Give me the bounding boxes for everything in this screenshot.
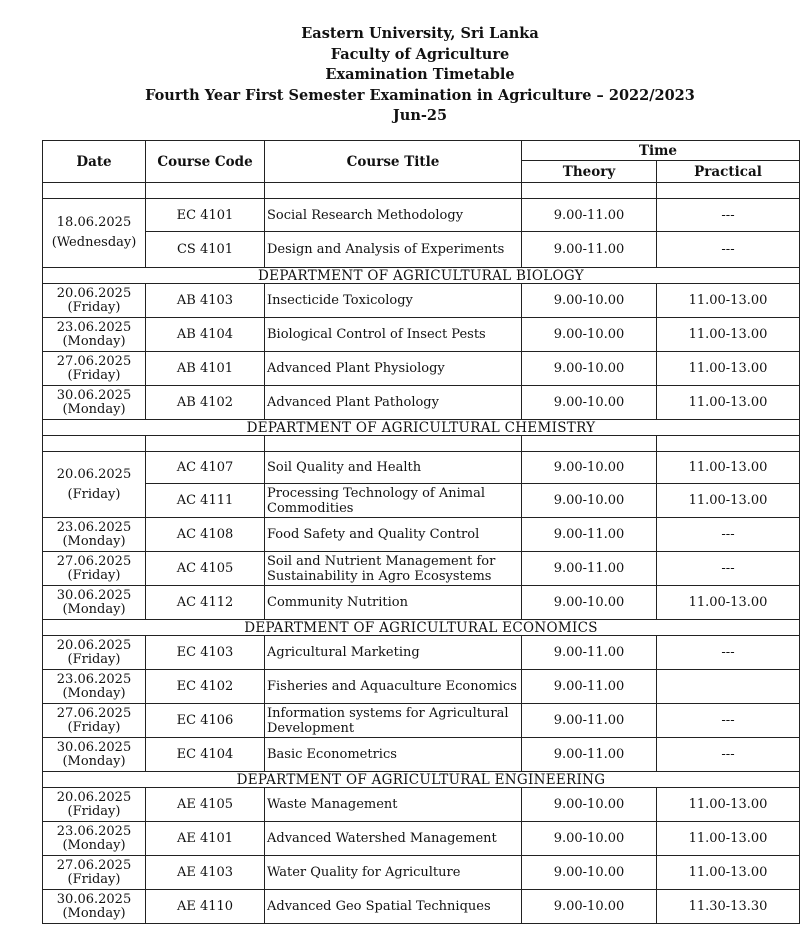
course-code: AB 4102 xyxy=(146,386,265,420)
course-title: Processing Technology of Animal Commodities xyxy=(265,484,522,518)
practical-time: 11.00-13.00 xyxy=(657,318,800,352)
exam-date: 20.06.2025 xyxy=(56,466,132,482)
table-row xyxy=(43,636,800,670)
department-heading: DEPARTMENT OF AGRICULTURAL BIOLOGY xyxy=(43,268,800,284)
course-code: AC 4105 xyxy=(146,552,265,586)
table-row xyxy=(43,586,800,620)
table-row xyxy=(43,518,800,552)
table-row xyxy=(43,552,800,586)
exam-day: (Monday) xyxy=(62,753,126,769)
exam-day: (Monday) xyxy=(62,401,126,417)
university-name: Eastern University, Sri Lanka xyxy=(301,25,539,42)
theory-time: 9.00-10.00 xyxy=(522,890,657,924)
date-cell xyxy=(43,738,146,772)
theory-time: 9.00-11.00 xyxy=(522,199,657,232)
theory-time: 9.00-10.00 xyxy=(522,822,657,856)
theory-time: 9.00-11.00 xyxy=(522,636,657,670)
document-header xyxy=(0,24,800,127)
course-title: Biological Control of Insect Pests xyxy=(265,318,522,352)
exam-day: (Monday) xyxy=(62,837,126,853)
theory-time: 9.00-10.00 xyxy=(522,856,657,890)
date-cell xyxy=(43,318,146,352)
exam-day: (Friday) xyxy=(67,486,121,502)
table-row xyxy=(43,386,800,420)
theory-time: 9.00-10.00 xyxy=(522,452,657,484)
course-title: Advanced Geo Spatial Techniques xyxy=(265,890,522,924)
exam-title: Fourth Year First Semester Examination in Agriculture – 2022/2023 xyxy=(145,86,695,104)
date-cell xyxy=(43,452,146,518)
course-code: EC 4104 xyxy=(146,738,265,772)
exam-day: (Friday) xyxy=(67,367,121,383)
theory-time: 9.00-10.00 xyxy=(522,352,657,386)
exam-date: 23.06.2025 xyxy=(56,319,132,335)
course-title: Soil Quality and Health xyxy=(265,452,522,484)
course-title: Water Quality for Agriculture xyxy=(265,856,522,890)
theory-time: 9.00-11.00 xyxy=(522,670,657,704)
course-code: EC 4106 xyxy=(146,704,265,738)
practical-time: --- xyxy=(657,704,800,738)
course-code: CS 4101 xyxy=(146,232,265,268)
theory-time: 9.00-11.00 xyxy=(522,738,657,772)
date-cell xyxy=(43,636,146,670)
date-cell xyxy=(43,352,146,386)
course-code: AC 4112 xyxy=(146,586,265,620)
course-code: EC 4103 xyxy=(146,636,265,670)
exam-month: Jun-25 xyxy=(392,107,448,124)
table-row xyxy=(43,856,800,890)
practical-time: 11.00-13.00 xyxy=(657,386,800,420)
course-code: AC 4111 xyxy=(146,484,265,518)
exam-day: (Monday) xyxy=(62,533,126,549)
department-row xyxy=(43,268,800,284)
course-code: AE 4105 xyxy=(146,788,265,822)
practical-time: --- xyxy=(657,232,800,268)
date-cell xyxy=(43,284,146,318)
exam-date: 27.06.2025 xyxy=(56,353,132,369)
course-title-header: Course Title xyxy=(265,141,522,183)
practical-time: 11.00-13.00 xyxy=(657,586,800,620)
course-title: Design and Analysis of Experiments xyxy=(265,232,522,268)
exam-day: (Friday) xyxy=(67,871,121,887)
department-heading: DEPARTMENT OF AGRICULTURAL ENGINEERING xyxy=(43,772,800,788)
exam-date: 30.06.2025 xyxy=(56,739,132,755)
practical-time: 11.00-13.00 xyxy=(657,822,800,856)
practical-time: --- xyxy=(657,636,800,670)
practical-time: 11.30-13.30 xyxy=(657,890,800,924)
theory-time: 9.00-11.00 xyxy=(522,518,657,552)
date-cell xyxy=(43,788,146,822)
course-title: Fisheries and Aquaculture Economics xyxy=(265,670,522,704)
table-row xyxy=(43,788,800,822)
course-code: AE 4110 xyxy=(146,890,265,924)
theory-time: 9.00-10.00 xyxy=(522,318,657,352)
practical-time: --- xyxy=(657,199,800,232)
table-row xyxy=(43,232,800,268)
exam-date: 27.06.2025 xyxy=(56,705,132,721)
course-title: Community Nutrition xyxy=(265,586,522,620)
table-row xyxy=(43,199,800,232)
date-cell xyxy=(43,518,146,552)
course-code: EC 4101 xyxy=(146,199,265,232)
table-row xyxy=(43,352,800,386)
course-title: Agricultural Marketing xyxy=(265,636,522,670)
theory-time: 9.00-10.00 xyxy=(522,284,657,318)
theory-time: 9.00-10.00 xyxy=(522,484,657,518)
practical-time: --- xyxy=(657,552,800,586)
table-row xyxy=(43,484,800,518)
exam-day: (Friday) xyxy=(67,651,121,667)
table-row xyxy=(43,452,800,484)
exam-day: (Friday) xyxy=(67,719,121,735)
exam-day: (Friday) xyxy=(67,803,121,819)
date-cell xyxy=(43,670,146,704)
exam-day: (Monday) xyxy=(62,685,126,701)
course-code: AC 4108 xyxy=(146,518,265,552)
exam-timetable xyxy=(42,140,800,924)
practical-time: --- xyxy=(657,518,800,552)
exam-day: (Friday) xyxy=(67,299,121,315)
course-code: AB 4101 xyxy=(146,352,265,386)
course-code: AB 4104 xyxy=(146,318,265,352)
exam-date: 23.06.2025 xyxy=(56,823,132,839)
theory-time: 9.00-11.00 xyxy=(522,704,657,738)
practical-time: 11.00-13.00 xyxy=(657,484,800,518)
department-heading: DEPARTMENT OF AGRICULTURAL ECONOMICS xyxy=(43,620,800,636)
course-title: Information systems for Agricultural Development xyxy=(265,704,522,738)
date-cell xyxy=(43,890,146,924)
course-title: Basic Econometrics xyxy=(265,738,522,772)
practical-time: 11.00-13.00 xyxy=(657,856,800,890)
date-cell xyxy=(43,199,146,268)
date-cell xyxy=(43,822,146,856)
exam-date: 18.06.2025 xyxy=(56,215,132,230)
exam-date: 23.06.2025 xyxy=(56,671,132,687)
spacer-row xyxy=(43,183,800,199)
course-title: Insecticide Toxicology xyxy=(265,284,522,318)
date-header: Date xyxy=(43,141,146,183)
table-row xyxy=(43,318,800,352)
exam-day: (Monday) xyxy=(62,601,126,617)
course-title: Food Safety and Quality Control xyxy=(265,518,522,552)
practical-time: 11.00-13.00 xyxy=(657,452,800,484)
document-title: Examination Timetable xyxy=(325,66,515,83)
course-title: Advanced Plant Pathology xyxy=(265,386,522,420)
exam-date: 20.06.2025 xyxy=(56,285,132,301)
date-cell xyxy=(43,386,146,420)
table-row xyxy=(43,738,800,772)
course-code: AE 4101 xyxy=(146,822,265,856)
date-cell xyxy=(43,552,146,586)
theory-time: 9.00-10.00 xyxy=(522,586,657,620)
practical-time xyxy=(657,670,800,704)
practical-time: 11.00-13.00 xyxy=(657,284,800,318)
theory-time: 9.00-10.00 xyxy=(522,788,657,822)
table-row xyxy=(43,822,800,856)
exam-day: (Monday) xyxy=(62,333,126,349)
practical-header: Practical xyxy=(657,161,800,183)
exam-day: (Monday) xyxy=(62,905,126,921)
exam-date: 20.06.2025 xyxy=(56,637,132,653)
exam-day: (Friday) xyxy=(67,567,121,583)
course-code: AB 4103 xyxy=(146,284,265,318)
course-title: Advanced Watershed Management xyxy=(265,822,522,856)
exam-date: 27.06.2025 xyxy=(56,857,132,873)
course-code-header: Course Code xyxy=(146,141,265,183)
table-row xyxy=(43,284,800,318)
theory-header: Theory xyxy=(522,161,657,183)
table-row xyxy=(43,670,800,704)
practical-time: 11.00-13.00 xyxy=(657,788,800,822)
theory-time: 9.00-11.00 xyxy=(522,552,657,586)
theory-time: 9.00-10.00 xyxy=(522,386,657,420)
department-heading: DEPARTMENT OF AGRICULTURAL CHEMISTRY xyxy=(43,420,800,436)
exam-date: 30.06.2025 xyxy=(56,587,132,603)
exam-date: 27.06.2025 xyxy=(56,553,132,569)
exam-date: 23.06.2025 xyxy=(56,519,132,535)
course-title: Soil and Nutrient Management for Sustainability in Agro Ecosystems xyxy=(265,552,522,586)
spacer-row xyxy=(43,436,800,452)
date-cell xyxy=(43,586,146,620)
department-row xyxy=(43,772,800,788)
time-header: Time xyxy=(522,141,800,161)
department-row xyxy=(43,420,800,436)
course-code: EC 4102 xyxy=(146,670,265,704)
table-row xyxy=(43,890,800,924)
practical-time: 11.00-13.00 xyxy=(657,352,800,386)
course-title: Waste Management xyxy=(265,788,522,822)
practical-time: --- xyxy=(657,738,800,772)
course-title: Advanced Plant Physiology xyxy=(265,352,522,386)
faculty-name: Faculty of Agriculture xyxy=(330,45,510,63)
course-title: Social Research Methodology xyxy=(265,199,522,232)
course-code: AE 4103 xyxy=(146,856,265,890)
exam-date: 30.06.2025 xyxy=(56,891,132,907)
date-cell xyxy=(43,856,146,890)
course-code: AC 4107 xyxy=(146,452,265,484)
department-row xyxy=(43,620,800,636)
theory-time: 9.00-11.00 xyxy=(522,232,657,268)
date-cell xyxy=(43,704,146,738)
exam-date: 20.06.2025 xyxy=(56,789,132,805)
exam-date: 30.06.2025 xyxy=(56,387,132,403)
exam-day: (Wednesday) xyxy=(51,235,137,250)
table-row xyxy=(43,704,800,738)
